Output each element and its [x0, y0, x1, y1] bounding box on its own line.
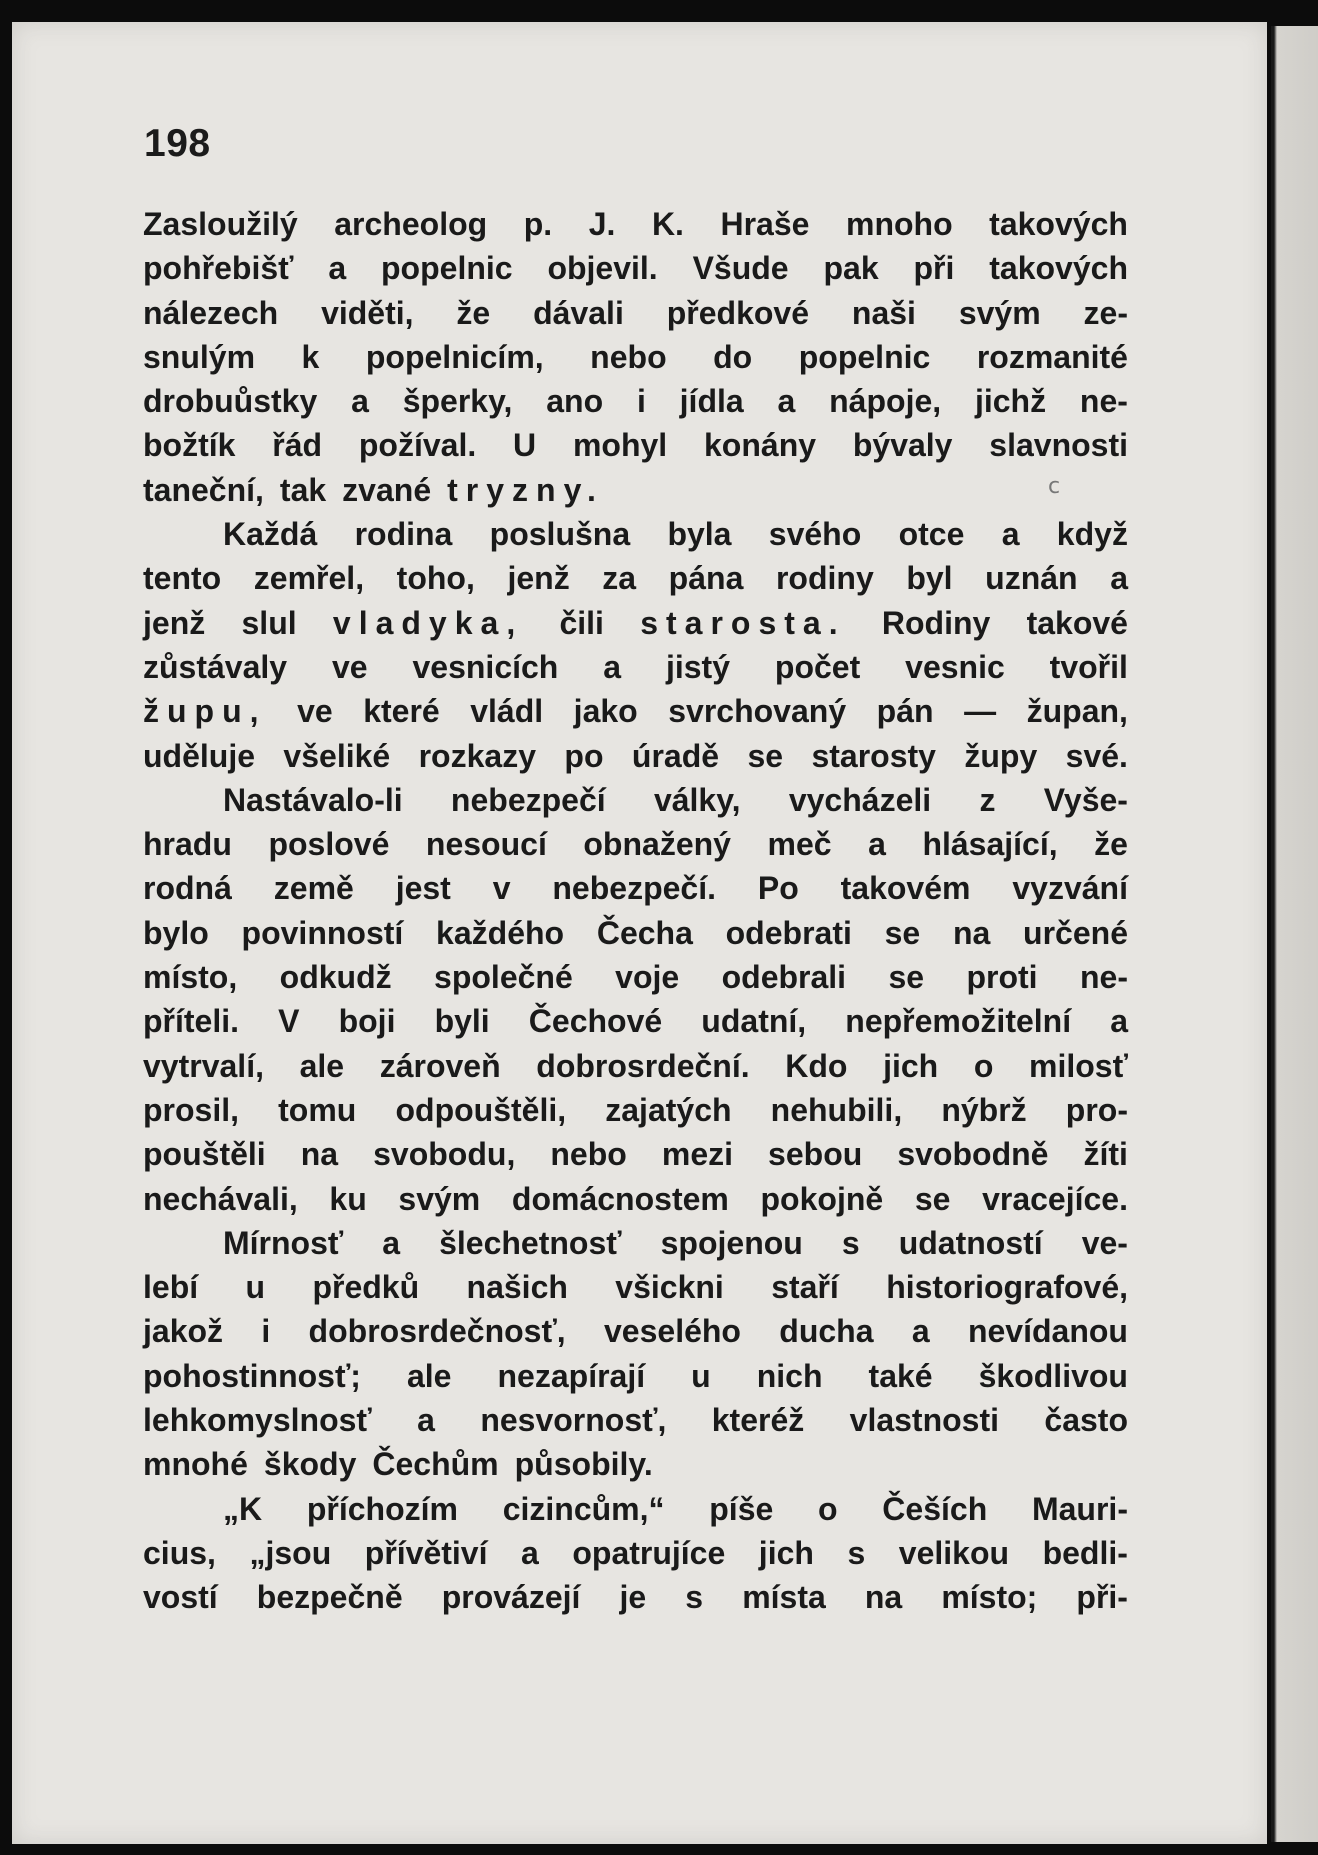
word: mnoho: [845, 206, 953, 242]
word: staří: [771, 1269, 839, 1306]
word: povinností: [241, 914, 404, 951]
word: s: [841, 1224, 860, 1261]
word: božtík: [143, 427, 236, 464]
word: zajatých: [605, 1091, 732, 1128]
word: spojenou: [660, 1224, 803, 1261]
word: pouštěli: [143, 1136, 266, 1173]
word: úradě: [631, 737, 720, 774]
word: lebí: [143, 1269, 199, 1306]
word: K.: [651, 206, 684, 242]
word: Nastávalo-li: [223, 781, 403, 818]
word: pohřebišť: [143, 250, 294, 287]
word: mezi: [661, 1136, 733, 1173]
word: s: [847, 1534, 866, 1571]
word: vytrvalí,: [143, 1047, 264, 1084]
word: vladyka,: [332, 604, 524, 641]
word: země: [273, 870, 354, 907]
word: meč: [767, 826, 832, 863]
word: působily.: [514, 1446, 653, 1483]
word: viděti,: [321, 294, 414, 331]
word: své.: [1065, 737, 1128, 774]
word: Kdo: [785, 1047, 848, 1084]
word: v: [492, 870, 511, 907]
word: o: [818, 1490, 838, 1527]
word: ducha: [779, 1313, 874, 1350]
word: velikou: [898, 1534, 1010, 1571]
word: jistý: [665, 648, 730, 685]
word: se: [884, 914, 921, 951]
word: sebou: [768, 1136, 863, 1173]
word: lehkomyslnosť: [143, 1402, 372, 1439]
word: vycházeli: [788, 781, 932, 818]
word: udatní,: [701, 1003, 807, 1040]
text-line: [143, 1265, 1128, 1309]
word: Mírnosť: [223, 1224, 344, 1261]
word: dávali: [533, 294, 624, 331]
word: a: [351, 383, 369, 420]
word: svým: [958, 294, 1041, 331]
word: nálezech: [143, 294, 279, 331]
word: nepřemožitelní: [845, 1003, 1072, 1040]
word: nýbrž: [941, 1091, 1027, 1128]
word: o: [973, 1047, 994, 1084]
word: místo,: [143, 959, 238, 996]
word: určené: [1023, 914, 1128, 951]
word: byl: [906, 560, 953, 597]
word: vostí: [143, 1579, 218, 1616]
word: pro-: [1065, 1091, 1128, 1128]
word: nechávali,: [143, 1180, 298, 1217]
word: tryzny.: [447, 471, 604, 508]
word: popelnic: [798, 338, 931, 375]
word: po: [564, 737, 604, 774]
word: opatrujíce: [572, 1534, 726, 1571]
word: k: [301, 338, 320, 375]
word: domácnostem: [511, 1180, 729, 1217]
word: nevídanou: [967, 1313, 1128, 1350]
text-line: [143, 645, 1128, 689]
word: pokojně: [760, 1180, 884, 1217]
word: župu,: [143, 693, 267, 730]
word: vyzvání: [1012, 870, 1128, 907]
word: uděluje: [143, 737, 256, 774]
word: na: [864, 1579, 903, 1616]
text-line: [143, 999, 1128, 1043]
word: taneční,: [143, 471, 264, 508]
word: vesnicích: [412, 648, 559, 685]
word: župy: [964, 737, 1038, 774]
word: Čechové: [528, 1003, 663, 1040]
word: uznán: [985, 560, 1078, 597]
word: řád: [272, 427, 323, 464]
margin-mark: c: [1048, 474, 1061, 499]
word: a: [911, 1313, 930, 1350]
word: a: [603, 648, 622, 685]
word: tomu: [278, 1091, 357, 1128]
word: nesvornosť,: [480, 1402, 667, 1439]
text-line: [143, 335, 1128, 379]
word: toho,: [396, 560, 475, 597]
word: jako: [573, 693, 638, 730]
word: šlechetnosť: [439, 1224, 622, 1261]
word: Každá: [223, 516, 318, 553]
word: historiografové,: [886, 1269, 1128, 1306]
text-line: [143, 822, 1128, 866]
word: nebezpečí.: [552, 870, 716, 907]
word: a: [1001, 516, 1020, 553]
word: jich: [883, 1047, 939, 1084]
word: Zasloužilý: [143, 206, 298, 242]
word: společné: [434, 959, 573, 996]
word: rodina: [354, 516, 453, 553]
word: voje: [615, 959, 680, 996]
word: U: [513, 427, 537, 464]
word: Češích: [882, 1490, 988, 1527]
word: předkové: [666, 294, 809, 331]
word: p.: [523, 206, 553, 242]
word: Všude: [692, 250, 789, 287]
word: odebrali: [721, 959, 847, 996]
text-line: [143, 423, 1128, 467]
word: Rodiny: [881, 604, 991, 641]
word: a: [417, 1402, 435, 1439]
text-line: [143, 1044, 1128, 1088]
word: na: [300, 1136, 339, 1173]
text-line: [143, 1398, 1128, 1442]
word: cizincům,“: [502, 1490, 665, 1527]
word: a: [382, 1224, 401, 1261]
word: Čechům: [372, 1446, 499, 1483]
word: starosty: [811, 737, 936, 774]
word: nehubili,: [770, 1091, 903, 1128]
word: jich: [758, 1534, 814, 1571]
word: každého: [436, 914, 565, 951]
word: bylo: [143, 914, 209, 951]
word: svobodu,: [373, 1136, 516, 1173]
text-line: [143, 202, 1128, 246]
word: odkudž: [279, 959, 392, 996]
word: škodlivou: [978, 1357, 1128, 1394]
word: byli: [434, 1003, 490, 1040]
word: když: [1056, 516, 1128, 553]
word: se: [747, 737, 784, 774]
word: všickni: [615, 1269, 724, 1306]
word: takové: [1026, 604, 1128, 641]
word: zvané: [342, 471, 432, 508]
text-line: [143, 1531, 1128, 1575]
word: u: [691, 1357, 711, 1394]
word: požíval.: [358, 427, 477, 464]
word: při: [913, 250, 955, 287]
word: a: [868, 826, 886, 863]
word: slul: [241, 604, 297, 641]
word: zároveň: [379, 1047, 501, 1084]
word: svrchovaný: [668, 693, 847, 730]
word: jenž: [507, 560, 570, 597]
word: takovém: [840, 870, 971, 907]
word: cius,: [143, 1534, 216, 1571]
word: šperky,: [402, 383, 513, 420]
word: provázejí: [441, 1579, 581, 1616]
word: poslušna: [489, 516, 631, 553]
word: vlastnosti: [849, 1402, 1000, 1439]
word: konány: [704, 427, 817, 464]
word: vesnic: [905, 648, 1005, 685]
word: odebrati: [725, 914, 852, 951]
book-page: [12, 22, 1267, 1844]
word: rozmanité: [976, 338, 1128, 375]
word: „jsou: [249, 1534, 332, 1571]
word: jichž: [974, 383, 1047, 420]
word: vládl: [470, 693, 544, 730]
word: nebo: [550, 1136, 627, 1173]
text-line: [143, 778, 1128, 822]
word: zůstávaly: [143, 648, 288, 685]
word: píše: [709, 1490, 774, 1527]
word: tento: [143, 560, 222, 597]
word: příteli.: [143, 1003, 240, 1040]
word: popelnic: [381, 250, 513, 287]
word: na: [952, 914, 991, 951]
word: poslové: [268, 826, 390, 863]
word: kteréž: [711, 1402, 805, 1439]
word: pán: [876, 693, 934, 730]
text-line: [143, 1354, 1128, 1398]
word: popelnicím,: [365, 338, 544, 375]
text-line: [143, 1309, 1128, 1353]
word: ale: [406, 1357, 452, 1394]
word: škody: [263, 1446, 357, 1483]
word: byla: [667, 516, 732, 553]
word: snulým: [143, 338, 256, 375]
word: našich: [466, 1269, 568, 1306]
word: naši: [851, 294, 916, 331]
word: mnohé: [143, 1446, 248, 1483]
word: i: [636, 383, 646, 420]
word: otce: [898, 516, 965, 553]
word: pohostinnosť;: [143, 1357, 361, 1394]
word: jídla: [679, 383, 744, 420]
word: zemřel,: [253, 560, 365, 597]
word: objevil.: [547, 250, 658, 287]
word: ze-: [1083, 294, 1128, 331]
text-line: [143, 291, 1128, 335]
text-line: [143, 955, 1128, 999]
word: odpouštěli,: [395, 1091, 567, 1128]
word: vracejíce.: [982, 1180, 1128, 1217]
word: nebo: [590, 338, 667, 375]
page-number: 198: [144, 122, 211, 165]
word: mohyl: [572, 427, 668, 464]
word: rodiny: [775, 560, 874, 597]
word: veselého: [604, 1313, 741, 1350]
body-text: [143, 202, 1128, 1620]
word: jest: [395, 870, 451, 907]
word: že: [456, 294, 491, 331]
next-page-edge: [1271, 26, 1318, 1842]
word: slavnosti: [989, 427, 1128, 464]
word: války,: [653, 781, 741, 818]
text-line: [143, 866, 1128, 910]
word: dobrosrdeční.: [536, 1047, 750, 1084]
text-line: [143, 911, 1128, 955]
word: ale: [299, 1047, 345, 1084]
word: ano: [546, 383, 604, 420]
word: se: [888, 959, 925, 996]
word: Vyše-: [1043, 781, 1128, 818]
word: tvořil: [1049, 648, 1128, 685]
word: se: [914, 1180, 951, 1217]
word: i: [261, 1313, 271, 1350]
text-line: [143, 512, 1128, 556]
word: tak: [279, 471, 327, 508]
word: župan,: [1026, 693, 1128, 730]
word: drobuůstky: [143, 383, 318, 420]
word: které: [363, 693, 440, 730]
word: bedli-: [1042, 1534, 1128, 1571]
word: také: [868, 1357, 933, 1394]
word: nich: [756, 1357, 823, 1394]
word: počet: [774, 648, 861, 685]
word: takových: [989, 206, 1128, 242]
text-line: [143, 1221, 1128, 1265]
word: boji: [338, 1003, 396, 1040]
text-line: [143, 468, 1128, 512]
word: svobodně: [897, 1136, 1049, 1173]
word: archeolog: [334, 206, 488, 242]
word: rodná: [143, 870, 232, 907]
word: a: [328, 250, 347, 287]
word: ne-: [1079, 383, 1128, 420]
word: za: [602, 560, 637, 597]
word: žíti: [1083, 1136, 1128, 1173]
text-line: [143, 601, 1128, 645]
word: ve: [297, 693, 333, 730]
word: hlásající,: [922, 826, 1058, 863]
word: jenž: [143, 604, 206, 641]
word: nebezpečí: [450, 781, 606, 818]
word: nezapírají: [497, 1357, 646, 1394]
word: z: [979, 781, 996, 818]
word: čili: [559, 604, 604, 641]
word: ku: [329, 1180, 367, 1217]
word: Čecha: [596, 914, 693, 951]
text-line: [143, 1442, 1128, 1486]
word: milosť: [1029, 1047, 1128, 1084]
word: příchozím: [306, 1490, 458, 1527]
word: a: [521, 1534, 539, 1571]
word: obnažený: [583, 826, 731, 863]
text-line: [143, 1487, 1128, 1531]
word: „K: [223, 1490, 263, 1527]
word: proti: [966, 959, 1038, 996]
word: že: [1094, 826, 1128, 863]
text-line: [143, 1088, 1128, 1132]
word: hradu: [143, 826, 232, 863]
word: místo;: [941, 1579, 1038, 1616]
word: u: [245, 1269, 266, 1306]
word: přívětiví: [364, 1534, 488, 1571]
word: místa: [742, 1579, 826, 1616]
word: bezpečně: [256, 1579, 403, 1616]
word: ne-: [1079, 959, 1128, 996]
word: udatností: [898, 1224, 1043, 1261]
word: často: [1044, 1402, 1128, 1439]
text-line: [143, 379, 1128, 423]
word: takových: [989, 250, 1128, 287]
text-line: [143, 246, 1128, 290]
text-line: [143, 1575, 1128, 1619]
word: Po: [757, 870, 799, 907]
word: dobrosrdečnosť,: [308, 1313, 566, 1350]
word: bývaly: [852, 427, 953, 464]
word: svého: [768, 516, 862, 553]
word: pak: [823, 250, 879, 287]
word: předků: [312, 1269, 420, 1306]
word: je: [619, 1579, 647, 1616]
word: jakož: [143, 1313, 224, 1350]
word: starosta.: [640, 604, 846, 641]
text-line: [143, 734, 1128, 778]
word: a: [1110, 1003, 1128, 1040]
word: pána: [668, 560, 744, 597]
text-line: [143, 1132, 1128, 1176]
word: J.: [588, 206, 616, 242]
word: a: [777, 383, 796, 420]
text-line: [143, 689, 1128, 733]
word: V: [278, 1003, 300, 1040]
word: a: [1110, 560, 1128, 597]
word: ve-: [1081, 1224, 1128, 1261]
word: rozkazy: [418, 737, 536, 774]
word: s: [685, 1579, 704, 1616]
word: při-: [1076, 1579, 1128, 1616]
word: Hraše: [720, 206, 810, 242]
word: Mauri-: [1031, 1490, 1128, 1527]
word: nápoje,: [829, 383, 942, 420]
text-line: [143, 1177, 1128, 1221]
word: —: [964, 693, 997, 730]
word: nesoucí: [425, 826, 547, 863]
word: svým: [398, 1180, 481, 1217]
word: do: [713, 338, 753, 375]
text-line: [143, 556, 1128, 600]
word: všeliké: [283, 737, 391, 774]
word: prosil,: [143, 1091, 240, 1128]
word: ve: [331, 648, 368, 685]
